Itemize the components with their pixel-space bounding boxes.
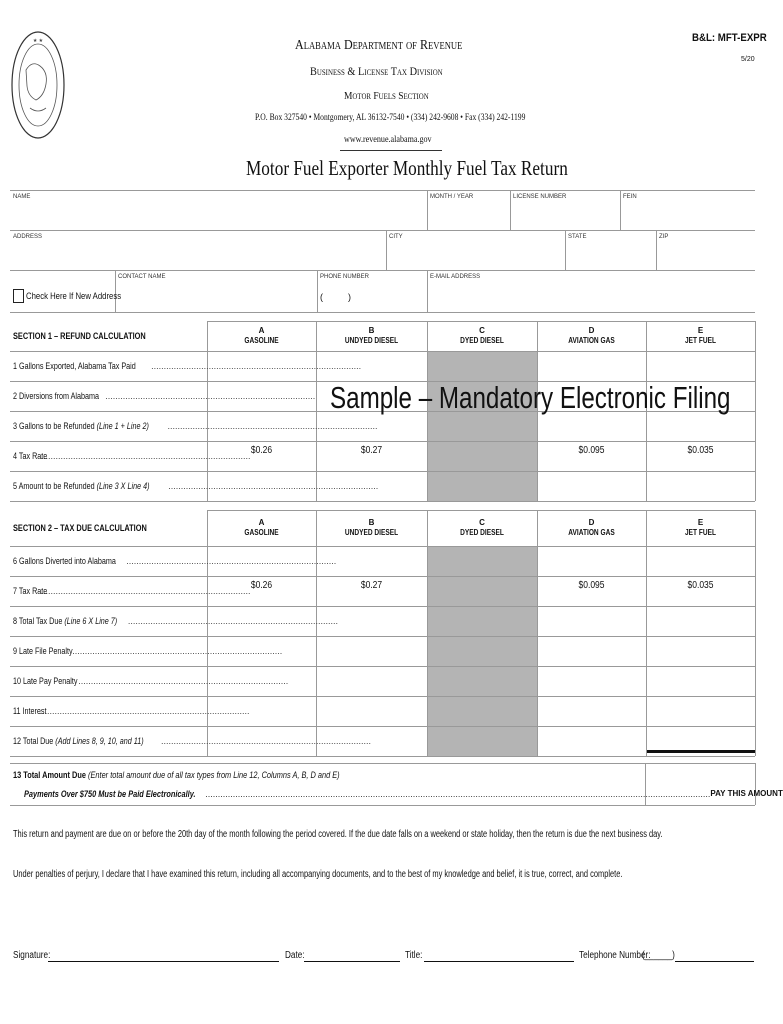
- rule: [10, 230, 755, 231]
- rule: [207, 321, 755, 322]
- column-letter: A: [258, 518, 265, 527]
- column-letter: C: [479, 326, 485, 335]
- entry-cell-d[interactable]: [538, 547, 645, 575]
- telephone-area-code[interactable]: (______): [642, 950, 675, 961]
- column-letter: E: [697, 518, 704, 527]
- entry-cell-a: [208, 577, 315, 605]
- line-text: 11 Interest: [13, 706, 47, 716]
- entry-cell-a[interactable]: [208, 727, 315, 755]
- column-name: AVIATION GAS: [568, 336, 615, 345]
- line-13-title: 13 Total Amount Due: [13, 770, 89, 780]
- line-label: 5 Amount to be Refunded (Line 3 X Line 4) ....................................................................................: [13, 481, 379, 491]
- line-label: 4 Tax Rate ....................................................................................: [13, 451, 251, 461]
- payments-electronic-line: Payments Over $750 Must be Paid Electronically. .......................................................................................................................................................................................................... PAY THIS AMOUNT: [24, 789, 783, 799]
- line-text: 5 Amount to be Refunded: [13, 481, 97, 491]
- tax-rate-value: $0.095: [578, 445, 605, 456]
- line-label: 10 Late Pay Penalty ....................................................................................: [13, 676, 289, 686]
- entry-cell-e[interactable]: [647, 412, 754, 440]
- line-text: 4 Tax Rate: [13, 451, 48, 461]
- rule: [317, 270, 318, 312]
- entry-cell-d[interactable]: [538, 727, 645, 755]
- line-13-instruction: (Enter total amount due of all tax types from Line 12, Columns A, B, D and E): [88, 770, 340, 780]
- tax-rate-value: $0.035: [687, 580, 714, 591]
- pay-this-amount: PAY THIS AMOUNT: [710, 789, 783, 798]
- column-header-a: [207, 518, 316, 538]
- column-name: GASOLINE: [244, 336, 279, 345]
- line-text: 3 Gallons to be Refunded: [13, 421, 97, 431]
- telephone-field[interactable]: [675, 961, 754, 962]
- section-2-title: SECTION 2 – TAX DUE CALCULATION: [13, 523, 147, 533]
- entry-cell-a[interactable]: [208, 352, 315, 380]
- entry-cell-b[interactable]: [317, 637, 426, 665]
- rule: [620, 190, 621, 230]
- entry-cell-d[interactable]: [538, 607, 645, 635]
- column-name: GASOLINE: [244, 528, 279, 537]
- website-underline: [340, 150, 442, 151]
- entry-cell-b[interactable]: [317, 727, 426, 755]
- line-text: 12 Total Due: [13, 736, 56, 746]
- column-name: UNDYED DIESEL: [344, 336, 399, 345]
- tax-rate-value: $0.26: [250, 580, 273, 591]
- tax-rate-value: $0.26: [250, 445, 273, 456]
- rule: [427, 190, 428, 230]
- svg-text:★ ★: ★ ★: [32, 39, 44, 44]
- entry-cell-d: [538, 577, 645, 605]
- phone-number-field[interactable]: ( ): [320, 292, 351, 302]
- column-header-a: [207, 326, 316, 346]
- column-letter: D: [588, 518, 595, 527]
- division-name: Business & License Tax Division: [310, 64, 443, 78]
- rule: [565, 230, 566, 270]
- column-header-d: [537, 326, 646, 346]
- column-name: AVIATION GAS: [568, 528, 615, 537]
- phone-number-label: PHONE NUMBER: [320, 274, 370, 280]
- due-date-note: This return and payment are due on or before the 20th day of the month following the period covered. If the due date falls on a weekend or state holiday, then the return is due the next business day.: [13, 829, 663, 840]
- line-text: 10 Late Pay Penalty: [13, 676, 78, 686]
- entry-cell-e[interactable]: [647, 352, 754, 380]
- entry-cell-b[interactable]: [317, 547, 426, 575]
- column-header-b: [316, 518, 427, 538]
- sample-watermark: Sample – Mandatory Electronic Filing: [330, 380, 731, 415]
- entry-cell-a[interactable]: [208, 412, 315, 440]
- dyed-diesel-shaded-column: [428, 546, 537, 756]
- month-year-label: MONTH / YEAR: [430, 194, 474, 200]
- column-name: DYED DIESEL: [460, 528, 504, 537]
- fein-label: FEIN: [623, 194, 637, 200]
- agency-name: Alabama Department of Revenue: [295, 38, 463, 53]
- entry-cell-b: [317, 442, 426, 470]
- line-label: 8 Total Tax Due (Line 6 X Line 7) ....................................................................................: [13, 616, 338, 626]
- column-header-e: [646, 326, 755, 346]
- line-text: 2 Diversions from Alabama: [13, 391, 100, 401]
- column-header-c: [427, 518, 537, 538]
- website-link[interactable]: www.revenue.alabama.gov: [344, 135, 432, 145]
- entry-cell-a[interactable]: [208, 472, 315, 500]
- line-formula: (Line 3 X Line 4): [96, 481, 150, 491]
- perjury-declaration: Under penalties of perjury, I declare that I have examined this return, including all accompanying documents, and to the best of my knowledge and belief, it is true, correct, and complete.: [13, 869, 623, 880]
- signature-label: Signature:: [13, 950, 51, 961]
- column-name: DYED DIESEL: [460, 336, 504, 345]
- entry-cell-e[interactable]: [647, 547, 754, 575]
- entry-cell-e: [647, 577, 754, 605]
- rule: [386, 230, 387, 270]
- entry-cell-e[interactable]: [647, 472, 754, 500]
- rule: [427, 270, 428, 312]
- column-name: JET FUEL: [685, 336, 716, 345]
- entry-cell-e[interactable]: [647, 637, 754, 665]
- line-formula: (Add Lines 8, 9, 10, and 11): [55, 736, 144, 746]
- entry-cell-e: [647, 442, 754, 470]
- total-thick-rule: [647, 750, 755, 753]
- signature-field[interactable]: [48, 961, 279, 962]
- rule: [10, 805, 755, 806]
- line-label: 7 Tax Rate ....................................................................................: [13, 586, 251, 596]
- entry-cell-e[interactable]: [647, 667, 754, 695]
- column-letter: A: [258, 326, 265, 335]
- entry-cell-d[interactable]: [538, 412, 645, 440]
- entry-cell-a[interactable]: [208, 547, 315, 575]
- title-label: Title:: [405, 950, 423, 961]
- form-id: B&L: MFT-EXPR: [692, 32, 767, 44]
- state-label: STATE: [568, 234, 587, 240]
- rule: [10, 756, 755, 757]
- dyed-diesel-shaded-column: [428, 351, 537, 501]
- entry-cell-a[interactable]: [208, 667, 315, 695]
- entry-cell-e[interactable]: [647, 607, 754, 635]
- new-address-checkbox[interactable]: [13, 289, 24, 303]
- entry-cell-e[interactable]: [647, 697, 754, 725]
- rule: [510, 190, 511, 230]
- entry-cell-d: [538, 442, 645, 470]
- column-letter: E: [697, 326, 704, 335]
- tax-rate-value: $0.27: [360, 580, 383, 591]
- entry-cell-a: [208, 442, 315, 470]
- tax-rate-value: $0.27: [360, 445, 383, 456]
- entry-cell-b[interactable]: [317, 352, 426, 380]
- column-name: JET FUEL: [685, 528, 716, 537]
- entry-cell-a[interactable]: [208, 637, 315, 665]
- entry-cell-d[interactable]: [538, 697, 645, 725]
- line-text: 9 Late File Penalty: [13, 646, 73, 656]
- line-formula: (Line 6 X Line 7): [64, 616, 118, 626]
- line-text: 6 Gallons Diverted into Alabama: [13, 556, 116, 566]
- column-letter: D: [588, 326, 595, 335]
- zip-label: ZIP: [659, 234, 669, 240]
- entry-cell-a[interactable]: [208, 697, 315, 725]
- section-1-title: SECTION 1 – REFUND CALCULATION: [13, 331, 146, 341]
- column-header-b: [316, 326, 427, 346]
- entry-cell-b[interactable]: [317, 667, 426, 695]
- entry-cell-b[interactable]: [317, 412, 426, 440]
- contact-line: P.O. Box 327540 • Montgomery, AL 36132-7540 • (334) 242-9608 • Fax (334) 242-1199: [255, 113, 526, 123]
- column-header-e: [646, 518, 755, 538]
- column-header-c: [427, 326, 537, 346]
- payments-electronic-note: Payments Over $750 Must be Paid Electronically.: [24, 789, 196, 799]
- line-formula: (Line 1 + Line 2): [96, 421, 149, 431]
- title-field[interactable]: [424, 961, 574, 962]
- rule: [10, 501, 755, 502]
- rule: [755, 321, 756, 501]
- tax-rate-value: $0.035: [687, 445, 714, 456]
- contact-name-label: CONTACT NAME: [118, 274, 166, 280]
- line-label: 3 Gallons to be Refunded (Line 1 + Line 2) ....................................................................................: [13, 421, 378, 431]
- name-label: NAME: [13, 194, 31, 200]
- rule: [207, 510, 755, 511]
- line-label: 12 Total Due (Add Lines 8, 9, 10, and 11) ....................................................................................: [13, 736, 371, 746]
- rule: [10, 312, 755, 313]
- entry-cell-b: [317, 577, 426, 605]
- rule: [10, 763, 755, 764]
- date-field[interactable]: [304, 961, 400, 962]
- license-number-label: LICENSE NUMBER: [513, 194, 567, 200]
- column-letter: B: [368, 518, 375, 527]
- rule: [656, 230, 657, 270]
- date-label: Date:: [285, 950, 305, 961]
- line-label: 9 Late File Penalty ....................................................................................: [13, 646, 283, 656]
- line-text: 7 Tax Rate: [13, 586, 48, 596]
- section-name: Motor Fuels Section: [344, 90, 429, 102]
- column-letter: C: [479, 518, 485, 527]
- entry-cell-d[interactable]: [538, 472, 645, 500]
- entry-cell-a[interactable]: [208, 607, 315, 635]
- rule: [10, 270, 755, 271]
- entry-cell-b[interactable]: [317, 472, 426, 500]
- telephone-label: Telephone Number:: [579, 950, 651, 961]
- new-address-label: Check Here If New Address: [26, 291, 122, 301]
- entry-cell-a[interactable]: [208, 382, 315, 410]
- line-label: 2 Diversions from Alabama ....................................................................................: [13, 391, 316, 401]
- column-letter: B: [368, 326, 375, 335]
- line-text: 1 Gallons Exported, Alabama Tax Paid: [13, 361, 136, 371]
- form-revision: 5/20: [741, 56, 755, 63]
- address-label: ADDRESS: [13, 234, 43, 240]
- tax-rate-value: $0.095: [578, 580, 605, 591]
- line-text: 8 Total Tax Due: [13, 616, 65, 626]
- city-label: CITY: [389, 234, 403, 240]
- line-label: 6 Gallons Diverted into Alabama ....................................................................................: [13, 556, 337, 566]
- column-name: UNDYED DIESEL: [344, 528, 399, 537]
- entry-cell-b[interactable]: [317, 607, 426, 635]
- total-amount-due-field[interactable]: [646, 764, 754, 804]
- line-label: 1 Gallons Exported, Alabama Tax Paid ....................................................................................: [13, 361, 362, 371]
- line-13-label: [13, 770, 340, 780]
- line-label: 11 Interest ....................................................................................: [13, 706, 250, 716]
- state-seal: [10, 30, 66, 140]
- rule: [755, 510, 756, 756]
- email-label: E-MAIL ADDRESS: [430, 274, 481, 280]
- entry-cell-d[interactable]: [538, 637, 645, 665]
- entry-cell-d[interactable]: [538, 667, 645, 695]
- column-header-d: [537, 518, 646, 538]
- rule: [10, 190, 755, 191]
- entry-cell-d[interactable]: [538, 352, 645, 380]
- entry-cell-b[interactable]: [317, 697, 426, 725]
- form-title: Motor Fuel Exporter Monthly Fuel Tax Return: [246, 156, 568, 180]
